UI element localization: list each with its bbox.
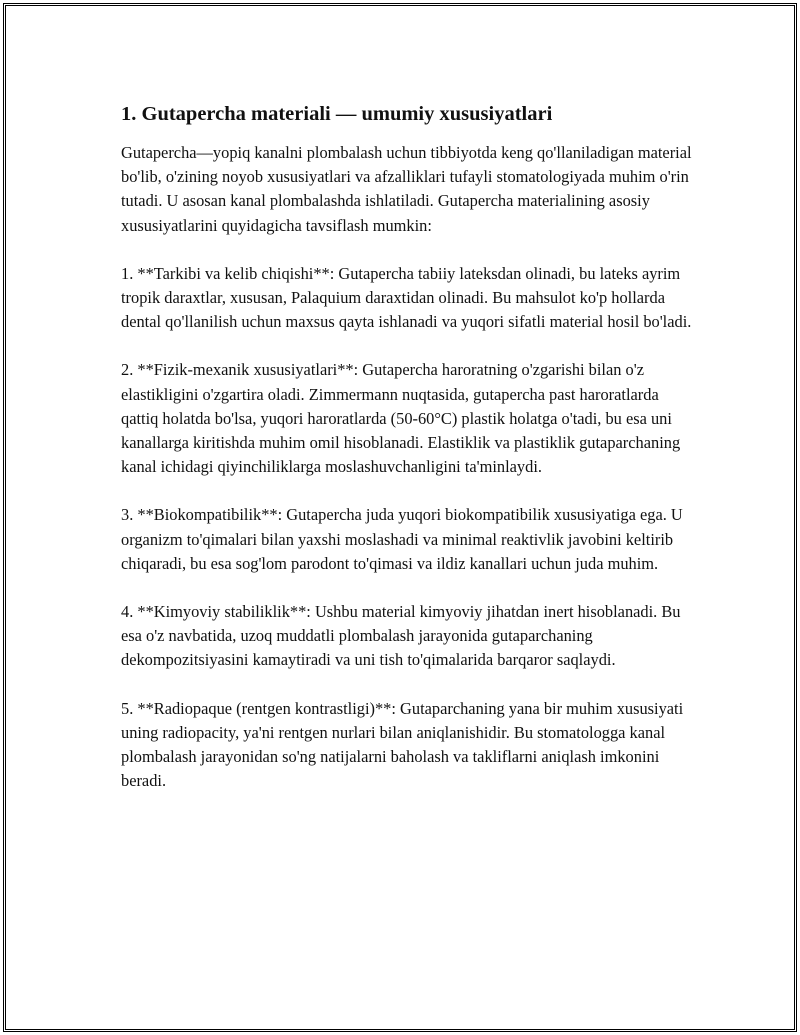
intro-paragraph: Gutapercha—yopiq kanalni plombalash uchun tibbiyotda keng qo'llaniladigan material bo'lib, o'zining noyob xususiyatlari va afzalliklari tufayli stomatologiyada muhim o'rin tutadi. U asosan kanal plombalashda ishlatiladi. Gutapercha materialining asosiy xususiyatlarini quyidagicha tavsiflash mumkin: (121, 143, 692, 235)
section-heading: 1. Gutapercha materiali — umumiy xususiyatlari (121, 103, 553, 125)
property-paragraph-physical-mechanical: 2. **Fizik-mexanik xususiyatlari**: Gutapercha haroratning o'zgarishi bilan o'z elastikligini o'zgartira oladi. Zimmermann nuqtasida, gutapercha past haroratlarda qattiq holatda bo'lsa, yuqori haroratlarda (50-60°C) plastik holatga o'tadi, bu esa uni kanallarga kiritishda muhim omil hisoblanadi. Elastiklik va plastiklik gutaparchaning kanal ichidagi qiyinchiliklarga moslashuvchanligini ta'minlaydi. (121, 360, 681, 477)
document-body (121, 101, 696, 817)
property-paragraph-chemical-stability: 4. **Kimyoviy stabiliklik**: Ushbu material kimyoviy jihatdan inert hisoblanadi. Bu esa o'z navbatida, uzoq muddatli plombalash jarayonida gutaparchaning dekompozitsiyasini kamaytiradi va uni tish to'qimalarida barqaror saqlaydi. (121, 602, 681, 670)
property-paragraph-radiopacity: 5. **Radiopaque (rentgen kontrastligi)**: Gutaparchaning yana bir muhim xususiyati uning radiopacity, ya'ni rentgen nurlari bilan aniqlanishidir. Bu stomatologga kanal plombalash jarayonidan so'ng natijalarni baholash va takliflarni aniqlash imkonini beradi. (121, 698, 684, 791)
page-frame (3, 3, 797, 1032)
property-paragraph-biocompatibility: 3. **Biokompatibilik**: Gutapercha juda yuqori biokompatibilik xususiyatiga ega. U organizm to'qimalari bilan yaxshi moslashadi va minimal reaktivlik javobini keltirib chiqaradi, bu esa sog'lom parodont to'qimasi va ildiz kanallari uchun juda muhim. (121, 505, 683, 573)
property-paragraph-composition: 1. **Tarkibi va kelib chiqishi**: Gutapercha tabiiy lateksdan olinadi, bu lateks ayrim tropik daraxtlar, xususan, Palaquium daraxtidan olinadi. Bu mahsulot ko'p hollarda dental qo'llanilish uchun maxsus qayta ishlanadi va yuqori sifatli material hosil bo'ladi. (121, 263, 692, 332)
